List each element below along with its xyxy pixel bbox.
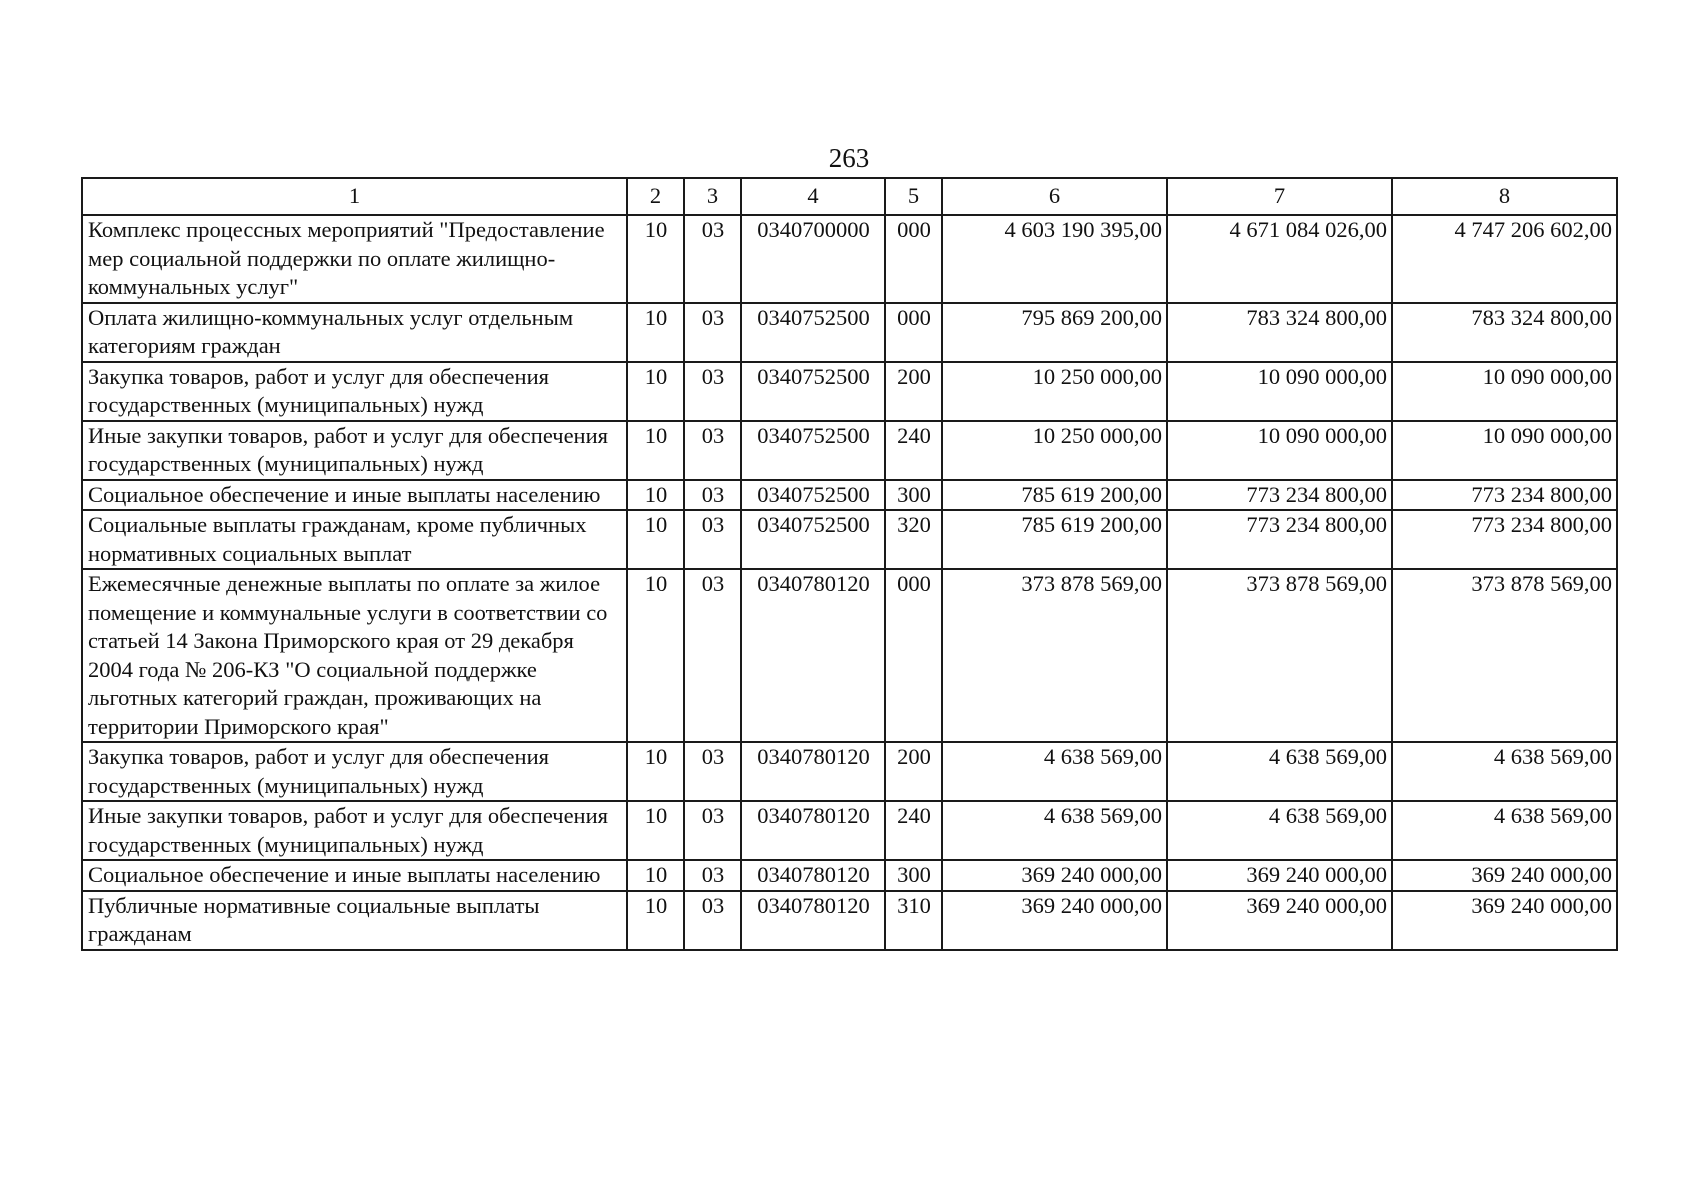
- subsection-code-cell: 03: [684, 569, 741, 742]
- amount-col-7-cell: 4 638 569,00: [1167, 742, 1392, 801]
- header-col-6: 6: [942, 178, 1167, 215]
- section-code-cell: 10: [627, 215, 684, 303]
- section-code-cell: 10: [627, 421, 684, 480]
- section-code-cell: 10: [627, 801, 684, 860]
- expense-type-cell: 000: [885, 215, 942, 303]
- row-name-cell: Комплекс процессных мероприятий "Предоставление мер социальной поддержки по оплате жилищно-коммунальных услуг": [82, 215, 627, 303]
- expense-type-cell: 310: [885, 891, 942, 950]
- expense-type-cell: 300: [885, 480, 942, 511]
- amount-col-6-cell: 785 619 200,00: [942, 480, 1167, 511]
- section-code-cell: 10: [627, 891, 684, 950]
- amount-col-7-cell: 369 240 000,00: [1167, 891, 1392, 950]
- table-row: [82, 303, 1617, 362]
- amount-col-7-cell: 373 878 569,00: [1167, 569, 1392, 742]
- subsection-code-cell: 03: [684, 215, 741, 303]
- table-body: [82, 215, 1617, 950]
- amount-col-6-cell: 369 240 000,00: [942, 860, 1167, 891]
- target-article-cell: 0340780120: [741, 801, 885, 860]
- target-article-cell: 0340752500: [741, 303, 885, 362]
- amount-col-8-cell: 369 240 000,00: [1392, 891, 1617, 950]
- amount-col-6-cell: 10 250 000,00: [942, 421, 1167, 480]
- subsection-code-cell: 03: [684, 421, 741, 480]
- expense-type-cell: 300: [885, 860, 942, 891]
- table-row: [82, 362, 1617, 421]
- target-article-cell: 0340780120: [741, 569, 885, 742]
- table-row: [82, 215, 1617, 303]
- budget-table: [81, 177, 1618, 951]
- expense-type-cell: 000: [885, 303, 942, 362]
- expense-type-cell: 320: [885, 510, 942, 569]
- row-name-cell: Социальное обеспечение и иные выплаты населению: [82, 480, 627, 511]
- amount-col-6-cell: 4 603 190 395,00: [942, 215, 1167, 303]
- row-name-cell: Закупка товаров, работ и услуг для обеспечения государственных (муниципальных) нужд: [82, 742, 627, 801]
- target-article-cell: 0340752500: [741, 510, 885, 569]
- row-name-cell: Иные закупки товаров, работ и услуг для обеспечения государственных (муниципальных) нужд: [82, 421, 627, 480]
- amount-col-8-cell: 369 240 000,00: [1392, 860, 1617, 891]
- header-col-3: 3: [684, 178, 741, 215]
- row-name-cell: Публичные нормативные социальные выплаты гражданам: [82, 891, 627, 950]
- header-col-2: 2: [627, 178, 684, 215]
- amount-col-7-cell: 773 234 800,00: [1167, 510, 1392, 569]
- section-code-cell: 10: [627, 510, 684, 569]
- section-code-cell: 10: [627, 303, 684, 362]
- amount-col-6-cell: 373 878 569,00: [942, 569, 1167, 742]
- section-code-cell: 10: [627, 362, 684, 421]
- expense-type-cell: 200: [885, 742, 942, 801]
- table-row: [82, 860, 1617, 891]
- subsection-code-cell: 03: [684, 801, 741, 860]
- subsection-code-cell: 03: [684, 891, 741, 950]
- row-name-cell: Ежемесячные денежные выплаты по оплате за жилое помещение и коммунальные услуги в соответствии со статьей 14 Закона Приморского края от 29 декабря 2004 года № 206-КЗ "О социальной поддержке льготных категорий граждан, проживающих на территории Приморского края": [82, 569, 627, 742]
- table-row: [82, 510, 1617, 569]
- amount-col-8-cell: 10 090 000,00: [1392, 421, 1617, 480]
- target-article-cell: 0340780120: [741, 860, 885, 891]
- header-col-1: 1: [82, 178, 627, 215]
- table-row: [82, 742, 1617, 801]
- table-row: [82, 480, 1617, 511]
- amount-col-6-cell: 4 638 569,00: [942, 801, 1167, 860]
- amount-col-7-cell: 773 234 800,00: [1167, 480, 1392, 511]
- target-article-cell: 0340752500: [741, 362, 885, 421]
- expense-type-cell: 240: [885, 801, 942, 860]
- amount-col-6-cell: 369 240 000,00: [942, 891, 1167, 950]
- amount-col-8-cell: 4 747 206 602,00: [1392, 215, 1617, 303]
- table-row: [82, 801, 1617, 860]
- expense-type-cell: 000: [885, 569, 942, 742]
- section-code-cell: 10: [627, 860, 684, 891]
- amount-col-7-cell: 783 324 800,00: [1167, 303, 1392, 362]
- subsection-code-cell: 03: [684, 860, 741, 891]
- target-article-cell: 0340752500: [741, 480, 885, 511]
- amount-col-8-cell: 4 638 569,00: [1392, 742, 1617, 801]
- amount-col-7-cell: 4 638 569,00: [1167, 801, 1392, 860]
- expense-type-cell: 240: [885, 421, 942, 480]
- header-col-7: 7: [1167, 178, 1392, 215]
- amount-col-6-cell: 10 250 000,00: [942, 362, 1167, 421]
- header-col-5: 5: [885, 178, 942, 215]
- subsection-code-cell: 03: [684, 742, 741, 801]
- amount-col-8-cell: 10 090 000,00: [1392, 362, 1617, 421]
- amount-col-7-cell: 10 090 000,00: [1167, 362, 1392, 421]
- table-row: [82, 891, 1617, 950]
- amount-col-7-cell: 4 671 084 026,00: [1167, 215, 1392, 303]
- amount-col-8-cell: 4 638 569,00: [1392, 801, 1617, 860]
- amount-col-6-cell: 785 619 200,00: [942, 510, 1167, 569]
- amount-col-8-cell: 773 234 800,00: [1392, 480, 1617, 511]
- table-row: [82, 421, 1617, 480]
- row-name-cell: Оплата жилищно-коммунальных услуг отдельным категориям граждан: [82, 303, 627, 362]
- amount-col-8-cell: 373 878 569,00: [1392, 569, 1617, 742]
- row-name-cell: Социальные выплаты гражданам, кроме публичных нормативных социальных выплат: [82, 510, 627, 569]
- section-code-cell: 10: [627, 480, 684, 511]
- target-article-cell: 0340780120: [741, 891, 885, 950]
- amount-col-7-cell: 10 090 000,00: [1167, 421, 1392, 480]
- amount-col-7-cell: 369 240 000,00: [1167, 860, 1392, 891]
- target-article-cell: 0340752500: [741, 421, 885, 480]
- target-article-cell: 0340780120: [741, 742, 885, 801]
- header-row: [82, 178, 1617, 215]
- subsection-code-cell: 03: [684, 303, 741, 362]
- table-header: [82, 178, 1617, 215]
- row-name-cell: Социальное обеспечение и иные выплаты населению: [82, 860, 627, 891]
- subsection-code-cell: 03: [684, 362, 741, 421]
- table-row: [82, 569, 1617, 742]
- expense-type-cell: 200: [885, 362, 942, 421]
- row-name-cell: Закупка товаров, работ и услуг для обеспечения государственных (муниципальных) нужд: [82, 362, 627, 421]
- amount-col-8-cell: 783 324 800,00: [1392, 303, 1617, 362]
- row-name-cell: Иные закупки товаров, работ и услуг для обеспечения государственных (муниципальных) нужд: [82, 801, 627, 860]
- amount-col-6-cell: 4 638 569,00: [942, 742, 1167, 801]
- section-code-cell: 10: [627, 742, 684, 801]
- header-col-4: 4: [741, 178, 885, 215]
- header-col-8: 8: [1392, 178, 1617, 215]
- amount-col-6-cell: 795 869 200,00: [942, 303, 1167, 362]
- target-article-cell: 0340700000: [741, 215, 885, 303]
- subsection-code-cell: 03: [684, 510, 741, 569]
- amount-col-8-cell: 773 234 800,00: [1392, 510, 1617, 569]
- subsection-code-cell: 03: [684, 480, 741, 511]
- section-code-cell: 10: [627, 569, 684, 742]
- page-number: 263: [828, 143, 870, 173]
